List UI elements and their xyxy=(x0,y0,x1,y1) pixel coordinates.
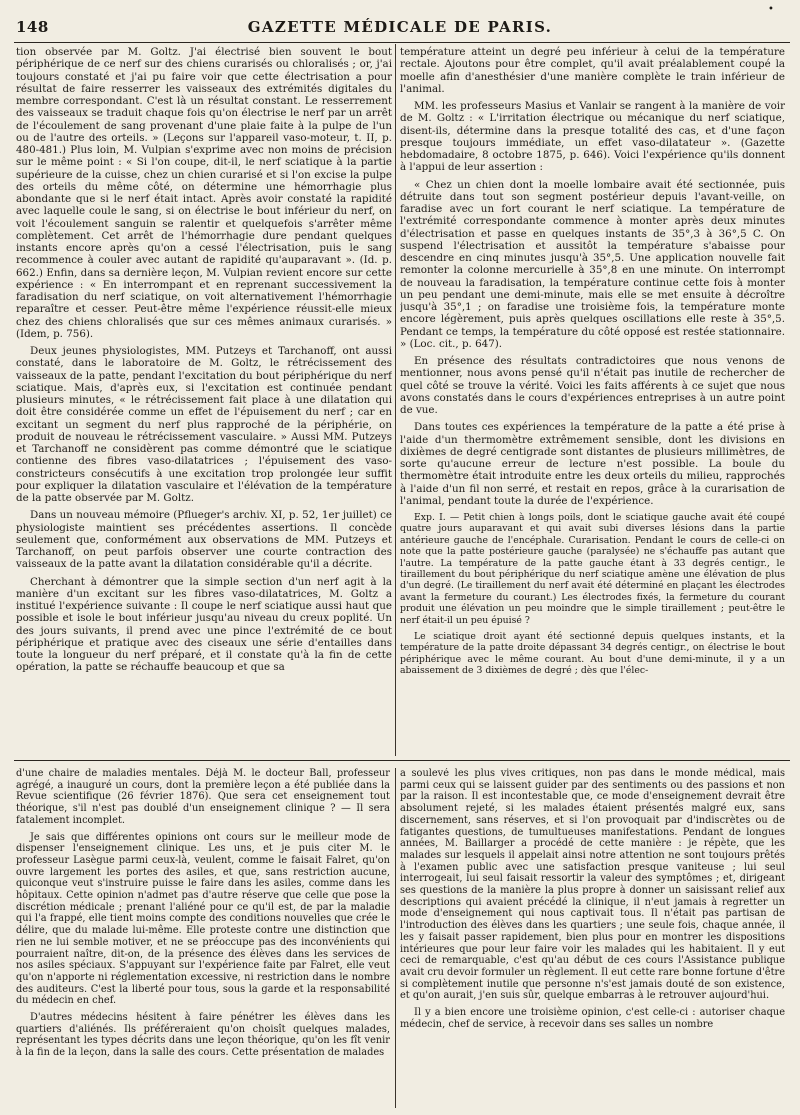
paragraph: D'autres médecins hésitent à faire pénétrer les élèves dans les quartiers d'aliénés. Ils préféreraient qu'on choisît quelques malades, représentant les types décrits dans une leçon théorique, qu'on les fît venir à la fin de la leçon, dans la salle des cours. Cette présentation de malades xyxy=(16,1012,390,1059)
column-left-top xyxy=(16,46,392,755)
column-divider xyxy=(395,44,396,756)
paragraph: d'une chaire de maladies mentales. Déjà M. le docteur Ball, professeur agrégé, a inauguré un cours, dont la première leçon a été publiée dans la Revue scientifique (26 février 1876). Que sera cet enseignement tout théorique, s'il n'est pas doublé d'un enseignement clinique ? — Il sera fatalement incomplet. xyxy=(16,768,390,826)
paragraph: Dans toutes ces expériences la température de la patte a été prise à l'aide d'un thermomètre extrêmement sensible, dont les divisions en dixièmes de degré centigrade sont distantes de plusieurs millimètres, de sorte qu'aucune erreur de lecture n'est possible. La boule du thermomètre était introduite entre les deux orteils du milieu, rapprochés à l'aide d'un fil non serré, et restait en repos, grâce à la curarisation de l'animal, pendant toute la durée de l'expérience. xyxy=(400,421,785,507)
page-header xyxy=(0,18,800,40)
paragraph: tion observée par M. Goltz. J'ai électrisé bien souvent le bout périphérique de ce nerf sur des chiens curarisés ou chloralisés ; or, j'ai toujours constaté et j'ai pu faire voir que cette électrisation a pour résultat de faire resserrer les vaisseaux des extrémités digitales du membre correspondant. C'est là un résultat constant. Le resserrement des vaisseaux se traduit chaque fois qu'on électrise le nerf par un arrêt de l'écoulement de sang provenant d'une plaie faite à la pulpe de l'un ou de l'autre des orteils. » (Leçons sur l'appareil vaso-moteur, t. II, p. 480-481.) Plus loin, M. Vulpian s'exprime avec non moins de précision sur le même point : « Si l'on coupe, dit-il, le nerf sciatique à la partie supérieure de la cuisse, chez un chien curarisé et si l'on excise la pulpe des orteils du même côté, on détermine une hémorrhagie plus abondante que si le nerf était intact. Après avoir constaté la rapidité avec laquelle coule le sang, si on électrise le bout inférieur du nerf, on voit l'écoulement sanguin se ralentir et quelquefois s'arrêter même complètement. Cet arrêt de l'hémorrhagie dure pendant quelques instants encore après qu'on a cessé l'électrisation, puis le sang recommence à couler avec autant de rapidité qu'auparavant ». (Id. p. 662.) Enfin, dans sa dernière leçon, M. Vulpian revient encore sur cette expérience : « En interrompant et en reprenant successivement la faradisation du nerf sciatique, on voit alternativement l'hémorrhagie reparaître et cesser. Peut-être même l'expérience réussit-elle mieux chez des chiens chloralisés que sur ces mêmes animaux curarisés. » (Idem, p. 756). xyxy=(16,46,392,340)
paragraph: En présence des résultats contradictoires que nous venons de mentionner, nous avons pensé qu'il n'était pas inutile de rechercher de quel côté se trouve la vérité. Voici les faits afférents à ce sujet que nous avons constatés dans le cours d'expériences entreprises à un autre point de vue. xyxy=(400,355,785,416)
experiment-paragraph: Le sciatique droit ayant été sectionné depuis quelques instants, et la température de la patte droite dépassant 34 degrés centigr., on électrise le bout périphérique avec le même courant. Au bout d'une demi-minute, il y a un abaissement de 3 dixièmes de degré ; dès que l'élec- xyxy=(400,631,785,677)
paragraph: température atteint un degré peu inférieur à celui de la température rectale. Ajoutons pour être complet, qu'il avait préalablement coupé la moelle afin d'anesthésier d'une manière complète le train inférieur de l'animal. xyxy=(400,46,785,95)
running-title: GAZETTE MÉDICALE DE PARIS. xyxy=(247,18,553,36)
header-rule xyxy=(14,42,790,43)
experiment-paragraph: Exp. I. — Petit chien à longs poils, dont le sciatique gauche avait été coupé quatre jours auparavant et qui avait subi diverses lésions dans la partie antérieure gauche de l'encéphale. Curarisation. Pendant le cours de celle-ci on note que la patte postérieure gauche (paralysée) ne s'échauffe pas autant que l'autre. La température de la patte gauche étant à 33 degrés centigr., le tiraillement du bout périphérique du nerf sciatique amène une élévation de plus d'un degré. (Le tiraillement du nerf avait été déterminé en plaçant les électrodes avant la fermeture du courant.) Les électrodes fixés, la fermeture du courant produit une élévation un peu moindre que le simple tiraillement ; peut-être le nerf était-il un peu épuisé ? xyxy=(400,512,785,626)
paragraph: Deux jeunes physiologistes, MM. Putzeys et Tarchanoff, ont aussi constaté, dans le laboratoire de M. Goltz, le rétrécissement des vaisseaux de la patte, pendant l'excitation du bout périphérique du nerf sciatique. Mais, d'après eux, si l'excitation est continuée pendant plusieurs minutes, « le rétrécissement fait place à une dilatation qui doit être considérée comme un effet de l'épuisement du nerf ; car en excitant un segment du nerf plus rapproché de la périphérie, on produit de nouveau le rétrécissement vasculaire. » Aussi MM. Putzeys et Tarchanoff ne considèrent pas comme démontré que le sciatique contienne des fibres vaso-dilatatrices ; l'épuisement des vaso-constricteurs consécutifs à une excitation trop prolongée leur suffit pour expliquer la dilatation vasculaire et l'élévation de la température de la patte observée par M. Goltz. xyxy=(16,345,392,504)
paragraph: Je sais que différentes opinions ont cours sur le meilleur mode de dispenser l'enseignement clinique. Les uns, et je puis citer M. le professeur Lasègue parmi ceux-là, veulent, comme le faisait Falret, qu'on ouvre largement les portes des asiles, et que, sans restriction aucune, quiconque veut s'instruire puisse le faire dans les asiles, comme dans les hôpitaux. Cette opinion n'admet pas d'autre réserve que celle que pose la discrétion médicale ; prenant l'aliéné pour ce qu'il est, de par la maladie qui l'a frappé, elle tient moins compte des conditions nouvelles que crée le délire, que du malade lui-même. Elle proteste contre une distinction que rien ne lui semble motiver, et ne se préoccupe pas des inconvénients qui pourraient naître, dit-on, de la présence des élèves dans les services de nos asiles spéciaux. S'appuyant sur l'expérience faite par Falret, elle veut qu'on n'apporte ni réglementation excessive, ni restriction dans le nombre des auditeurs. C'est la liberté pour tous, sous la garde et la responsabilité du médecin en chef. xyxy=(16,831,390,1007)
page-number: 148 xyxy=(16,18,49,36)
paragraph: Dans un nouveau mémoire (Pflueger's archiv. XI, p. 52, 1er juillet) ce physiologiste maintient ses précédentes assertions. Il concède seulement que, conformément aux observations de MM. Putzeys et Tarchanoff, on peut parfois observer une courte contraction des vaisseaux de la patte avant la dilatation considérable qu'il a décrite. xyxy=(16,509,392,571)
section-rule xyxy=(14,760,790,761)
paragraph: Cherchant à démontrer que la simple section d'un nerf agit à la manière d'un excitant sur les fibres vaso-dilatatrices, M. Goltz a institué l'expérience suivante : Il coupe le nerf sciatique aussi haut que possible et isole le bout inférieur jusqu'au niveau du creux poplité. Un des jours suivants, il prend avec une pince l'extrémité de ce bout périphérique et pratique avec des ciseaux une série d'entailles dans toute la longueur du nerf préparé, et il constate qu'à la fin de cette opération, la patte se réchauffe beaucoup et que sa xyxy=(16,575,392,674)
paragraph: a soulevé les plus vives critiques, non pas dans le monde médical, mais parmi ceux qui se laissent guider par des sentiments ou des passions et non par la raison. Il est incontestable que, ce mode d'enseignement devrait être absolument rejeté, si les malades étaient présentés malgré eux, sans discernement, sans réserves, et si l'on provoquait par d'indiscrètes ou de fatigantes questions, de tumultueuses manifestations. Pendant de longues années, M. Baillarger a procédé de cette manière : je répète, que les malades sur lesquels il appelait ainsi notre attention ne sont toujours prêtés à l'examen public avec une satisfaction presque vaniteuse ; lui seul interrogeait, lui seul faisait ressortir la valeur des symptômes ; et, dirigeant ses questions de la manière la plus propre à donner un saisissant relief aux descriptions qui avaient précédé la clinique, il n'eut jamais à regretter un mode d'enseignement qui nous captivait tous. Il n'était pas partisan de l'introduction des élèves dans les quartiers ; une seule fois, chaque année, il les y faisait passer rapidement, bien plus pour en montrer les dispositions intérieures que pour leur faire voir les malades qui les habitaient. Il y eut ceci de remarquable, c'est qu'au début de ces cours l'Assistance publique avait cru devoir formuler un règlement. Il eut cette rare bonne fortune d'être si complètement inutile que personne n's'est jamais douté de son existence, et qu'on aurait, j'en suis sûr, quelque embarras à le retrouver aujourd'hui. xyxy=(400,768,785,1002)
column-divider xyxy=(395,768,396,1108)
column-left-bottom xyxy=(16,768,390,1108)
column-right-top xyxy=(400,46,785,755)
paragraph: Il y a bien encore une troisième opinion, c'est celle-ci : autoriser chaque médecin, chef de service, à recevoir dans ses salles un nombre xyxy=(400,1007,785,1030)
ink-spot: • xyxy=(768,4,774,15)
quotation: « Chez un chien dont la moelle lombaire avait été sectionnée, puis détruite dans tout son segment postérieur depuis l'avant-veille, on faradise avec un fort courant le nerf sciatique. La température de l'extrémité correspondante commence à monter après deux minutes d'électrisation et passe en quelques instants de 35°,3 à 36°,5 C. On suspend l'électrisation et aussitôt la température s'abaisse pour descendre en cinq minutes jusqu'à 35°,5. Une application nouvelle fait remonter la colonne mercurielle à 35°,8 en une minute. On interrompt de nouveau la faradisation, la température continue cette fois à monter un peu pendant une demi-minute, mais elle se met ensuite à décroître jusqu'à 35°,1 ; on faradise une troisième fois, la température monte encore légèrement, puis après quelques oscillations elle reste à 35°,5. Pendant ce temps, la température du côté opposé est restée stationnaire. » (Loc. cit., p. 647). xyxy=(400,178,785,350)
column-right-bottom xyxy=(400,768,785,1108)
paragraph: MM. les professeurs Masius et Vanlair se rangent à la manière de voir de M. Goltz : « L'irritation électrique ou mécanique du nerf sciatique, disent-ils, détermine dans la presque totalité des cas, et d'une façon presque toujours immédiate, un effet vaso-dilatateur ». (Gazette hebdomadaire, 8 octobre 1875, p. 646). Voici l'expérience qu'ils donnent à l'appui de leur assertion : xyxy=(400,100,785,174)
